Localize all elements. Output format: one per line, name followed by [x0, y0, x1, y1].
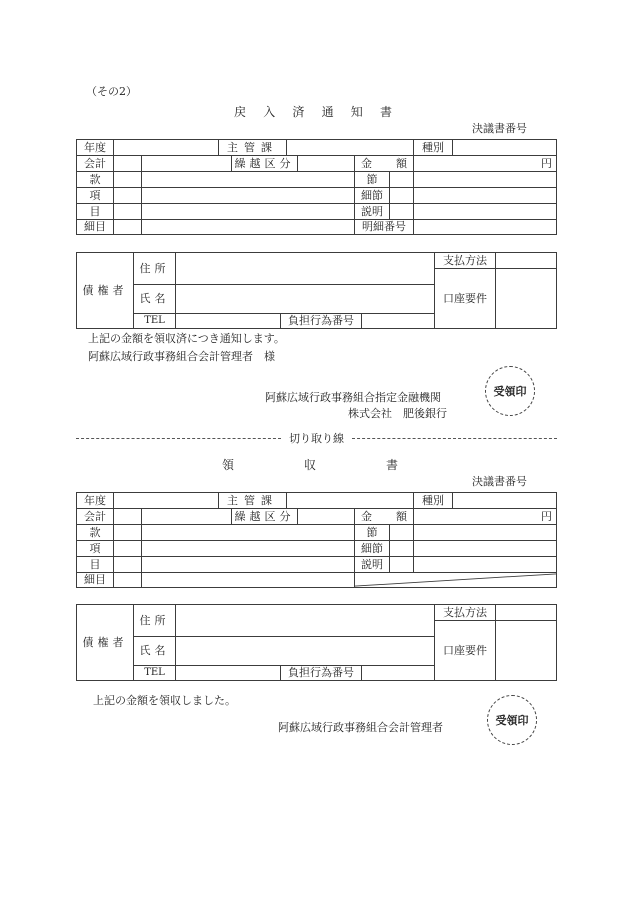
yen-unit: 円 [541, 156, 552, 170]
kou-label: 項 [76, 187, 114, 204]
saimoku-name-field[interactable] [141, 572, 355, 588]
receipt-seal-stamp-area [487, 695, 537, 745]
detail-number-label: 明細番号 [354, 219, 414, 235]
payment-method-label: 支払方法 [434, 252, 496, 269]
description-field[interactable] [413, 203, 557, 220]
notice-title-char: 済 [292, 105, 305, 119]
managing-section-field[interactable] [286, 139, 414, 156]
moku-code-field[interactable] [113, 203, 142, 220]
account-requirements-field[interactable] [495, 268, 557, 329]
tel-label: TEL [133, 665, 176, 681]
kan-label: 款 [76, 524, 114, 541]
saisetsu-name-field[interactable] [413, 187, 557, 204]
type-field[interactable] [452, 139, 557, 156]
name-label: 氏名 [133, 636, 176, 666]
receipt-resolution-number-label: 決議書番号 [472, 475, 527, 488]
setsu-name-field[interactable] [413, 524, 557, 541]
carryover-label: 繰越区分 [231, 155, 298, 172]
cut-line-dash-right [352, 438, 557, 439]
notice-title-char: 入 [263, 105, 276, 119]
setsu-code-field[interactable] [389, 524, 414, 541]
kan-label: 款 [76, 171, 114, 188]
saisetsu-label: 細節 [354, 187, 390, 204]
payment-method-label: 支払方法 [434, 604, 496, 621]
setsu-code-field[interactable] [389, 171, 414, 188]
diagonal-strike-line [355, 573, 556, 587]
carryover-label: 繰越区分 [231, 508, 298, 525]
type-label: 種別 [413, 492, 453, 509]
amount-label-right: 額 [396, 509, 407, 523]
kan-name-field[interactable] [141, 171, 355, 188]
seal-label: 受領印 [495, 714, 529, 727]
account-code-field[interactable] [113, 155, 142, 172]
amount-label [354, 508, 414, 525]
fiscal-year-field[interactable] [113, 492, 219, 509]
address-label: 住所 [133, 252, 176, 285]
burden-act-number-field[interactable] [361, 665, 435, 681]
account-requirements-label: 口座要件 [434, 268, 496, 329]
saimoku-label: 細目 [76, 219, 114, 235]
account-name-field[interactable] [141, 155, 232, 172]
saimoku-code-field[interactable] [113, 219, 142, 235]
burden-act-number-field[interactable] [361, 313, 435, 329]
carryover-field[interactable] [297, 508, 355, 525]
account-label: 会計 [76, 508, 114, 525]
kou-code-field[interactable] [113, 540, 142, 557]
receipt-signatory: 阿蘇広域行政事務組合会計管理者 [278, 721, 443, 734]
moku-code-field[interactable] [113, 556, 142, 573]
receipt-title [222, 456, 398, 473]
receipt-title-char: 収 [303, 458, 316, 472]
receipt-seal-stamp-area [485, 366, 535, 416]
amount-field[interactable] [413, 508, 557, 525]
struck-out-cell [354, 572, 557, 588]
kou-label: 項 [76, 540, 114, 557]
amount-label-left: 金 [361, 509, 372, 523]
moku-name-field[interactable] [141, 203, 355, 220]
notice-title-char: 通 [321, 105, 334, 119]
kou-name-field[interactable] [141, 540, 355, 557]
receipt-title-char: 領 [222, 458, 235, 472]
kou-code-field[interactable] [113, 187, 142, 204]
resolution-number-label: 決議書番号 [472, 122, 527, 135]
amount-label-right: 額 [396, 156, 407, 170]
description-field[interactable] [413, 556, 557, 573]
managing-section-label: 主管課 [218, 492, 287, 509]
notice-message: 上記の金額を領収済につき通知します。 [88, 332, 285, 345]
seal-label: 受領印 [493, 385, 527, 398]
type-label: 種別 [413, 139, 453, 156]
saisetsu-code-field[interactable] [389, 187, 414, 204]
description-label: 説明 [354, 203, 390, 220]
description-label: 説明 [354, 556, 390, 573]
setsu-name-field[interactable] [413, 171, 557, 188]
account-label: 会計 [76, 155, 114, 172]
burden-act-number-label: 負担行為番号 [280, 665, 362, 681]
amount-label [354, 155, 414, 172]
type-field[interactable] [452, 492, 557, 509]
notice-addressee: 阿蘇広域行政事務組合会計管理者 様 [88, 350, 275, 363]
name-label: 氏名 [133, 284, 176, 314]
account-code-field[interactable] [113, 508, 142, 525]
setsu-label: 節 [354, 524, 390, 541]
kan-code-field[interactable] [113, 171, 142, 188]
saimoku-name-field[interactable] [141, 219, 355, 235]
description-code-field[interactable] [389, 203, 414, 220]
notice-title-char: 戻 [234, 105, 247, 119]
tel-field[interactable] [175, 313, 281, 329]
kan-code-field[interactable] [113, 524, 142, 541]
description-code-field[interactable] [389, 556, 414, 573]
payment-method-field[interactable] [495, 252, 557, 269]
cut-line-label: 切り取り線 [289, 432, 344, 445]
burden-act-number-label: 負担行為番号 [280, 313, 362, 329]
tel-label: TEL [133, 313, 176, 329]
receipt-title-char: 書 [385, 458, 398, 472]
moku-name-field[interactable] [141, 556, 355, 573]
part-label: （その2） [86, 85, 137, 98]
creditor-label: 債権者 [76, 604, 134, 681]
receipt-message: 上記の金額を領収しました。 [93, 694, 236, 707]
fiscal-year-label: 年度 [76, 139, 114, 156]
notice-title [234, 103, 392, 120]
kan-name-field[interactable] [141, 524, 355, 541]
account-requirements-label: 口座要件 [434, 620, 496, 681]
yen-unit: 円 [541, 509, 552, 523]
cut-line-dash-left [76, 438, 281, 439]
address-field[interactable] [175, 252, 435, 285]
notice-title-char: 知 [350, 105, 363, 119]
address-label: 住所 [133, 604, 176, 637]
carryover-field[interactable] [297, 155, 355, 172]
name-field[interactable] [175, 636, 435, 666]
detail-number-field[interactable] [413, 219, 557, 235]
moku-label: 目 [76, 556, 114, 573]
creditor-label: 債権者 [76, 252, 134, 329]
amount-label-left: 金 [361, 156, 372, 170]
fiscal-year-field[interactable] [113, 139, 219, 156]
saisetsu-code-field[interactable] [389, 540, 414, 557]
managing-section-label: 主管課 [218, 139, 287, 156]
saimoku-label: 細目 [76, 572, 114, 588]
setsu-label: 節 [354, 171, 390, 188]
managing-section-field[interactable] [286, 492, 414, 509]
cut-line [76, 431, 557, 445]
payment-method-field[interactable] [495, 604, 557, 621]
kou-name-field[interactable] [141, 187, 355, 204]
tel-field[interactable] [175, 665, 281, 681]
moku-label: 目 [76, 203, 114, 220]
saimoku-code-field[interactable] [113, 572, 142, 588]
bank-name: 株式会社 肥後銀行 [348, 407, 447, 420]
notice-title-char: 書 [379, 105, 392, 119]
fiscal-year-label: 年度 [76, 492, 114, 509]
saisetsu-label: 細節 [354, 540, 390, 557]
name-field[interactable] [175, 284, 435, 314]
bank-designation: 阿蘇広域行政事務組合指定金融機関 [265, 391, 441, 404]
account-name-field[interactable] [141, 508, 232, 525]
amount-field[interactable] [413, 155, 557, 172]
saisetsu-name-field[interactable] [413, 540, 557, 557]
account-requirements-field[interactable] [495, 620, 557, 681]
address-field[interactable] [175, 604, 435, 637]
